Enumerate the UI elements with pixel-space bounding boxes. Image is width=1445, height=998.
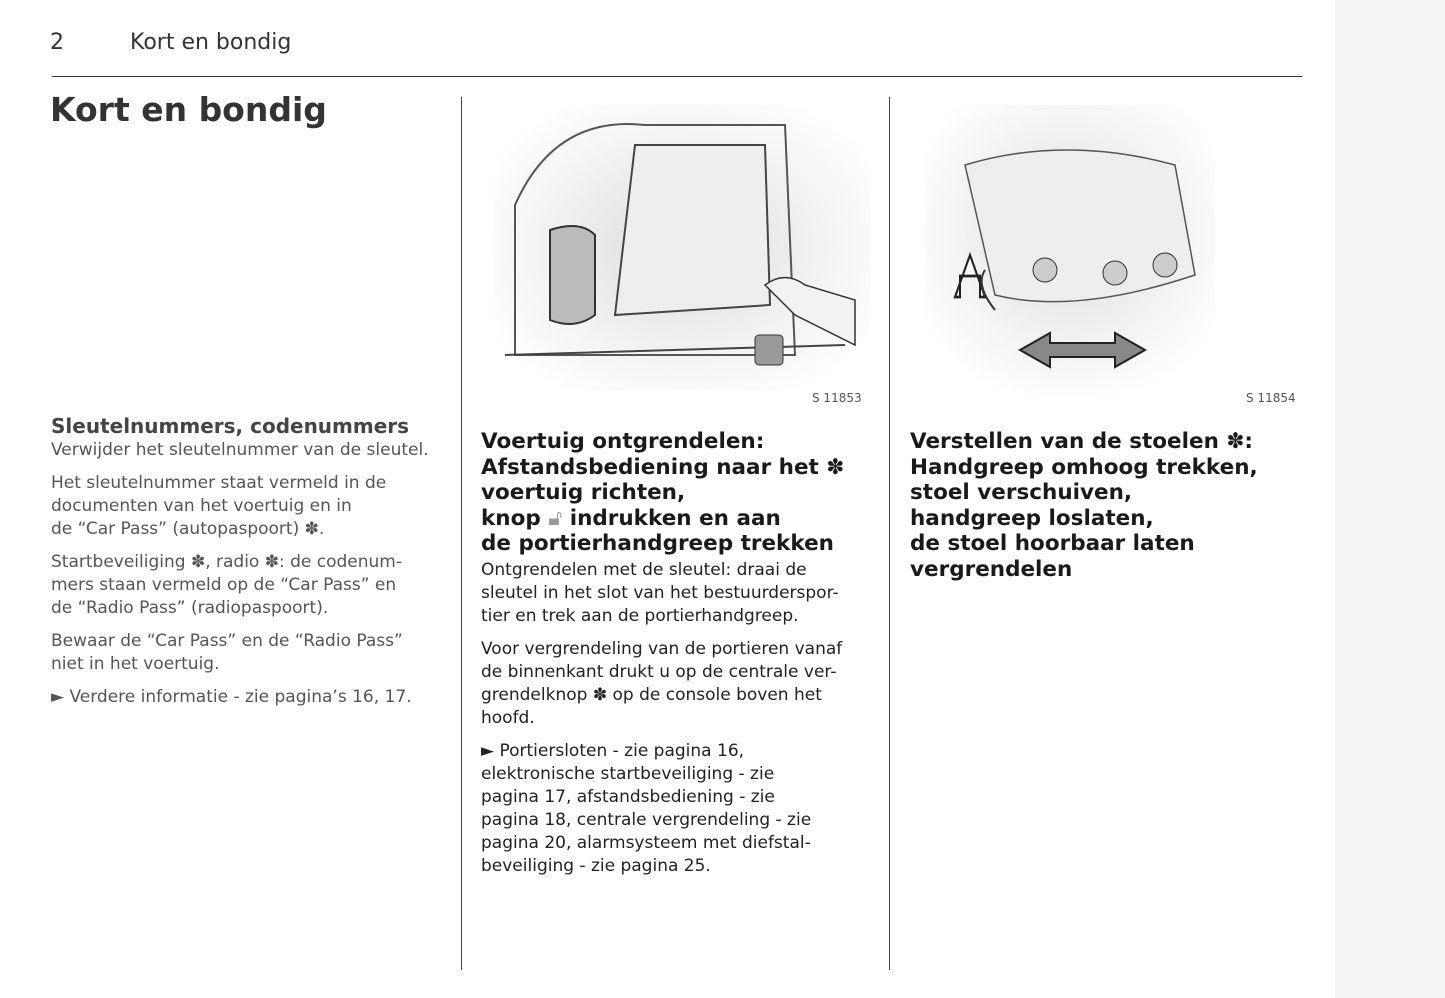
figure-caption: S 11853: [812, 391, 862, 405]
text-line: ► Portiersloten - zie pagina 16,: [481, 740, 745, 761]
unlock-icon: 🔓︎: [548, 505, 563, 531]
cross-reference: [51, 686, 451, 709]
paragraph: [51, 472, 451, 541]
text-line: niet in het voertuig.: [51, 654, 220, 674]
header-rule: [52, 76, 1302, 77]
paragraph: [481, 559, 881, 628]
heading-line: handgreep loslaten,: [910, 505, 1154, 531]
text-line: elektronische startbeveiliging - zie: [481, 763, 775, 784]
text-line: documenten van het voertuig en in: [51, 496, 352, 516]
heading-line: Afstandsbediening naar het ✽: [481, 454, 845, 480]
text-line: tier en trek aan de portierhandgreep.: [481, 605, 799, 626]
text-line: de “Car Pass” (autopaspoort) ✽.: [51, 519, 325, 539]
text-line: pagina 20, alarmsysteem met diefstal-: [481, 832, 811, 853]
text-line: mers staan vermeld op de “Car Pass” en: [51, 575, 397, 595]
column-divider: [461, 97, 462, 970]
section-key-numbers: [51, 413, 451, 709]
seat-adjust-illustration: [925, 105, 1215, 395]
heading-text: indrukken en aan: [569, 505, 781, 531]
paragraph: [51, 439, 451, 462]
text-line: grendelknop ✽ op de console boven het: [481, 684, 822, 705]
column-divider: [889, 97, 890, 970]
section-heading: Sleutelnummers, codenummers: [51, 414, 410, 438]
text-line: Voor vergrendeling van de portieren vanaf: [481, 638, 843, 659]
heading-line: Verstellen van de stoelen ✽:: [910, 429, 1253, 454]
section-unlock-vehicle: [481, 429, 881, 878]
page-title: Kort en bondig: [50, 90, 327, 129]
text-line: Het sleutelnummer staat vermeld in de: [51, 473, 387, 493]
heading-line: de stoel hoorbaar laten: [910, 531, 1195, 556]
heading-line: [481, 506, 881, 532]
text-line: pagina 17, afstandsbediening - zie: [481, 786, 775, 807]
heading-line: Voertuig ontgrendelen:: [481, 429, 765, 454]
paragraph: [51, 630, 451, 676]
text-line: Verwijder het sleutelnummer van de sleutel.: [51, 440, 429, 460]
text-line: de binnenkant drukt u op de centrale ver-: [481, 661, 837, 682]
cross-reference: [481, 740, 881, 878]
heading-line: Handgreep omhoog trekken,: [910, 454, 1258, 480]
page-margin: [1335, 0, 1445, 998]
text-line: hoofd.: [481, 707, 535, 728]
text-line: Ontgrendelen met de sleutel: draai de: [481, 559, 807, 580]
text-line: pagina 18, centrale vergrendeling - zie: [481, 809, 812, 830]
text-line: beveiliging - zie pagina 25.: [481, 855, 711, 876]
running-title: Kort en bondig: [130, 30, 292, 55]
door-unlock-illustration: [495, 105, 870, 390]
text-line: Bewaar de “Car Pass” en de “Radio Pass”: [51, 631, 403, 651]
section-heading: [481, 429, 881, 557]
text-line: ► Verdere informatie - zie pagina’s 16, 17.: [51, 687, 412, 707]
text-line: sleutel in het slot van het bestuurderspor-: [481, 582, 839, 603]
section-seat-adjust: [910, 429, 1310, 582]
heading-text: knop: [481, 505, 541, 531]
text-line: de “Radio Pass” (radiopaspoort).: [51, 598, 329, 618]
heading-line: voertuig richten,: [481, 480, 686, 505]
heading-line: stoel verschuiven,: [910, 480, 1133, 505]
figure-caption: S 11854: [1246, 391, 1296, 405]
section-heading: [910, 429, 1310, 582]
paragraph: [51, 551, 451, 620]
text-line: Startbeveiliging ✽, radio ✽: de codenum-: [51, 552, 402, 572]
heading-line: de portierhandgreep trekken: [481, 531, 834, 556]
page-number: 2: [50, 30, 64, 55]
heading-line: vergrendelen: [910, 556, 1073, 582]
paragraph: [481, 638, 881, 730]
